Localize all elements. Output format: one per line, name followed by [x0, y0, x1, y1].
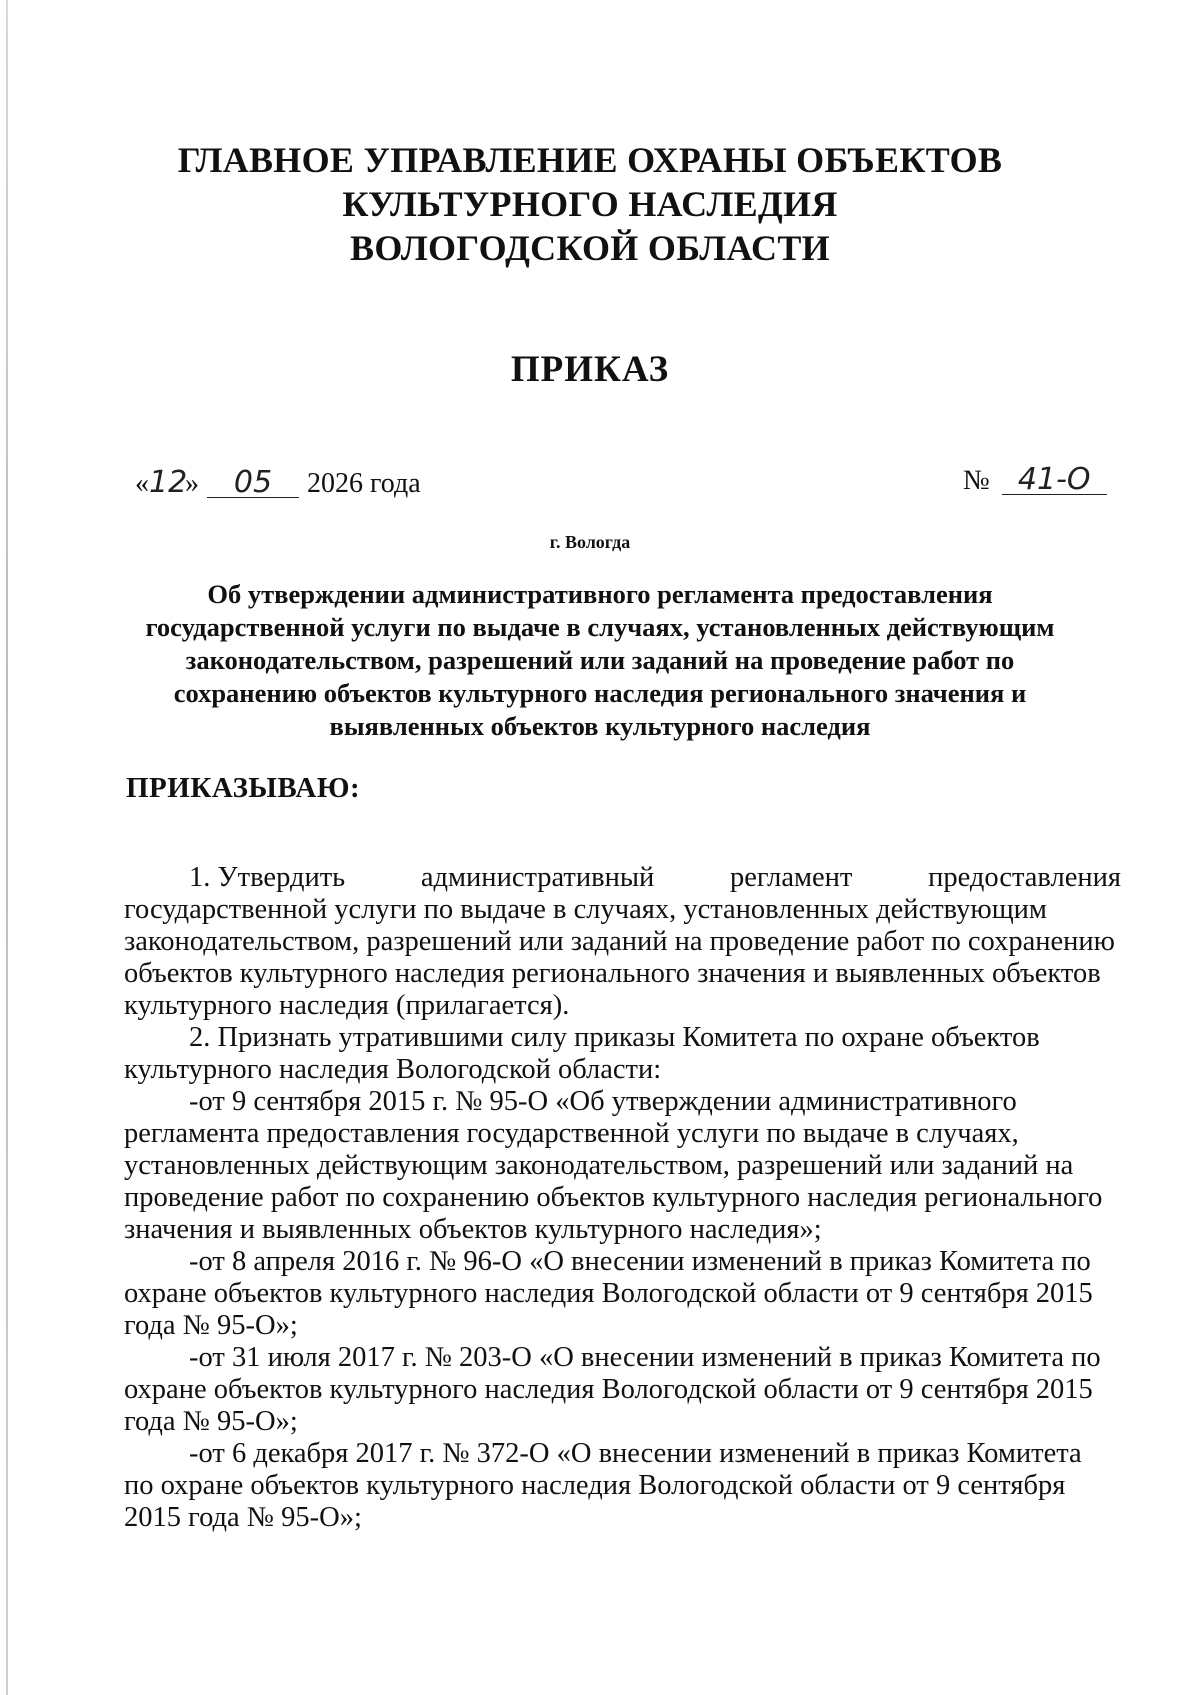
- body-line: года № 95-О»;: [124, 1310, 298, 1341]
- body-line: -от 8 апреля 2016 г. № 96-О «О внесении изменений в приказ Комитета по: [189, 1246, 1091, 1277]
- date-year: 2026 года: [307, 468, 421, 499]
- command-heading: ПРИКАЗЫВАЮ:: [126, 772, 361, 804]
- order-subject: [130, 578, 1070, 743]
- body-line: регламента предоставления государственной услуги по выдаче в случаях,: [124, 1118, 1019, 1149]
- body-line: 2. Признать утратившими силу приказы Комитета по охране объектов: [189, 1022, 1040, 1053]
- body-line: культурного наследия (прилагается).: [124, 990, 570, 1021]
- order-date: [135, 465, 421, 500]
- date-month-handwritten: 05: [207, 469, 299, 498]
- scan-edge: [6, 0, 8, 1695]
- order-body: [124, 862, 1121, 1534]
- body-word: административный: [420, 862, 655, 893]
- body-line: установленных действующим законодательством, разрешений или заданий на: [124, 1150, 1074, 1181]
- body-line: 2015 года № 95-О»;: [124, 1502, 362, 1533]
- order-number: [963, 462, 1107, 497]
- repealed-item-4: [124, 1438, 1121, 1534]
- body-line: объектов культурного наследия регионального значения и выявленных объектов: [124, 958, 1101, 989]
- city: г. Вологда: [549, 532, 631, 552]
- body-line: значения и выявленных объектов культурного наследия»;: [124, 1214, 822, 1245]
- body-line: охране объектов культурного наследия Вологодской области от 9 сентября 2015: [124, 1278, 1093, 1309]
- paragraph-1-first-line: [124, 862, 1121, 894]
- agency-header-line: ГЛАВНОЕ УПРАВЛЕНИЕ ОХРАНЫ ОБЪЕКТОВ: [177, 140, 1003, 180]
- body-word: предоставления: [928, 862, 1121, 893]
- body-line: государственной услуги по выдаче в случаях, установленных действующим: [124, 894, 1047, 925]
- body-line: -от 6 декабря 2017 г. № 372-О «О внесении изменений в приказ Комитета: [189, 1438, 1082, 1469]
- subject-line: выявленных объектов культурного наследия: [329, 711, 871, 741]
- body-word: 1. Утвердить: [189, 862, 346, 893]
- body-line: -от 31 июля 2017 г. № 203-О «О внесении изменений в приказ Комитета по: [189, 1342, 1101, 1373]
- body-line: проведение работ по сохранению объектов культурного наследия регионального: [124, 1182, 1103, 1213]
- body-line: года № 95-О»;: [124, 1406, 298, 1437]
- agency-header-line: КУЛЬТУРНОГО НАСЛЕДИЯ: [342, 184, 838, 224]
- repealed-item-2: [124, 1246, 1121, 1342]
- date-close-quote: »: [185, 468, 199, 499]
- body-line: по охране объектов культурного наследия Вологодской области от 9 сентября: [124, 1470, 1066, 1501]
- subject-line: государственной услуги по выдаче в случаях, установленных действующим: [145, 612, 1055, 642]
- repealed-item-1: [124, 1086, 1121, 1246]
- body-line: культурного наследия Вологодской области:: [124, 1054, 662, 1085]
- body-line: охране объектов культурного наследия Вологодской области от 9 сентября 2015: [124, 1374, 1093, 1405]
- number-sign: №: [963, 465, 990, 496]
- body-word: регламент: [729, 862, 853, 893]
- body-line: -от 9 сентября 2015 г. № 95-О «Об утверждении административного: [189, 1086, 1017, 1117]
- date-day-handwritten: 12: [149, 465, 188, 500]
- agency-header-line: ВОЛОГОДСКОЙ ОБЛАСТИ: [350, 228, 830, 268]
- subject-line: сохранению объектов культурного наследия регионального значения и: [173, 678, 1027, 708]
- date-open-quote: «: [135, 468, 149, 499]
- paragraph-1: [124, 862, 1121, 1022]
- body-line: законодательством, разрешений или заданий на проведение работ по сохранению: [124, 926, 1115, 957]
- order-title: ПРИКАЗ: [510, 349, 670, 390]
- number-handwritten: 41-О: [1002, 466, 1107, 495]
- repealed-item-3: [124, 1342, 1121, 1438]
- subject-line: законодательством, разрешений или заданий на проведение работ по: [185, 645, 1015, 675]
- agency-header: [120, 138, 1060, 270]
- paragraph-2: [124, 1022, 1121, 1086]
- subject-line: Об утверждении административного регламента предоставления: [207, 579, 993, 609]
